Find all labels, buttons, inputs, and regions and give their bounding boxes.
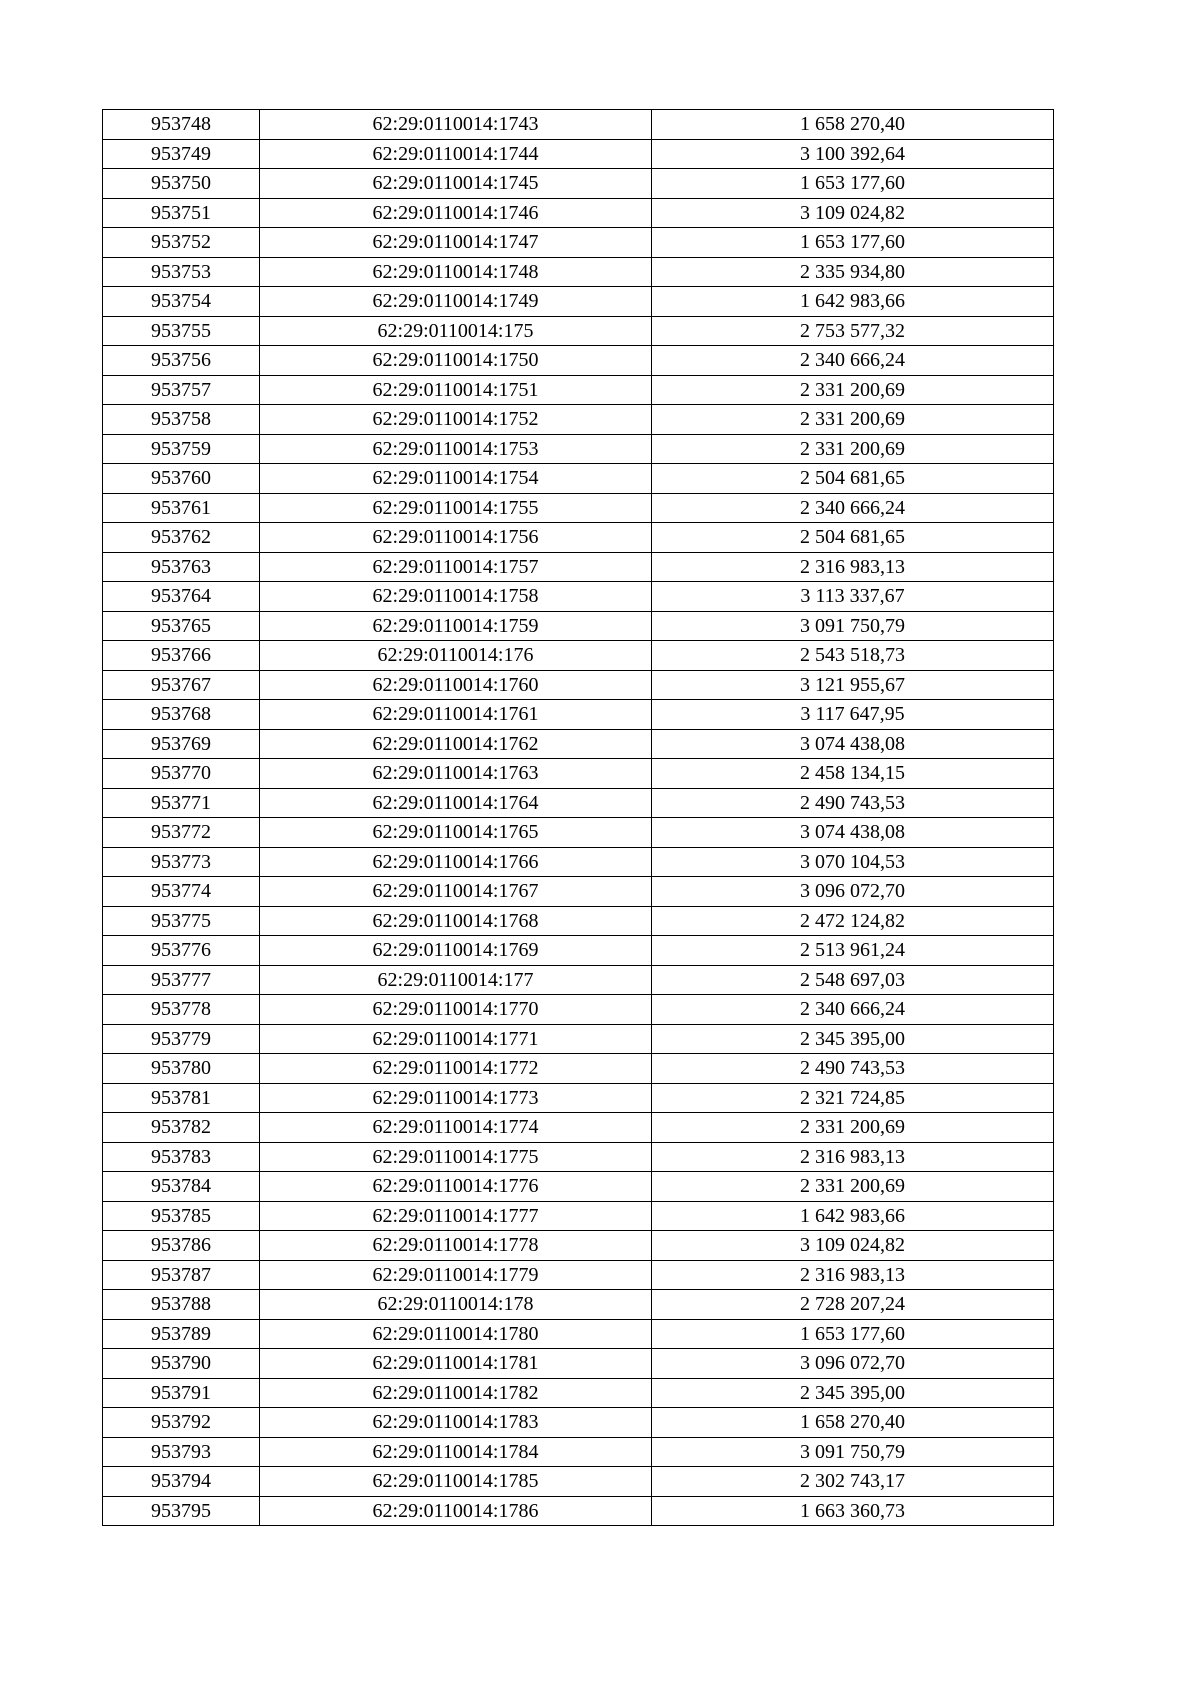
cadastral-number-cell: 62:29:0110014:1752: [260, 405, 652, 435]
table-row: [103, 1201, 1054, 1231]
cadastral-number-cell: 62:29:0110014:1743: [260, 110, 652, 140]
cadastral-value-cell: 3 096 072,70: [652, 877, 1054, 907]
cadastral-value-cell: 2 543 518,73: [652, 641, 1054, 671]
row-number-cell: 953770: [103, 759, 260, 789]
cadastral-value-cell: 3 117 647,95: [652, 700, 1054, 730]
cadastral-value-cell: 2 321 724,85: [652, 1083, 1054, 1113]
cadastral-number-cell: 62:29:0110014:1747: [260, 228, 652, 258]
cadastral-value-cell: 2 316 983,13: [652, 1142, 1054, 1172]
cadastral-value-cell: 1 653 177,60: [652, 228, 1054, 258]
table-row: [103, 1083, 1054, 1113]
row-number-cell: 953778: [103, 995, 260, 1025]
cadastral-value-cell: 2 316 983,13: [652, 1260, 1054, 1290]
cadastral-number-cell: 62:29:0110014:175: [260, 316, 652, 346]
row-number-cell: 953769: [103, 729, 260, 759]
table-row: [103, 1290, 1054, 1320]
row-number-cell: 953754: [103, 287, 260, 317]
cadastral-value-cell: 3 074 438,08: [652, 818, 1054, 848]
row-number-cell: 953789: [103, 1319, 260, 1349]
row-number-cell: 953767: [103, 670, 260, 700]
row-number-cell: 953764: [103, 582, 260, 612]
cadastral-number-cell: 62:29:0110014:1780: [260, 1319, 652, 1349]
row-number-cell: 953750: [103, 169, 260, 199]
cadastral-value-cell: 2 340 666,24: [652, 995, 1054, 1025]
table-row: [103, 1467, 1054, 1497]
cadastral-number-cell: 62:29:0110014:1750: [260, 346, 652, 376]
cadastral-value-cell: 3 109 024,82: [652, 1231, 1054, 1261]
row-number-cell: 953776: [103, 936, 260, 966]
cadastral-number-cell: 62:29:0110014:1774: [260, 1113, 652, 1143]
table-row: [103, 169, 1054, 199]
row-number-cell: 953779: [103, 1024, 260, 1054]
row-number-cell: 953771: [103, 788, 260, 818]
row-number-cell: 953787: [103, 1260, 260, 1290]
cadastral-value-cell: 2 316 983,13: [652, 552, 1054, 582]
cadastral-value-cell: 2 490 743,53: [652, 1054, 1054, 1084]
cadastral-value-cell: 1 663 360,73: [652, 1496, 1054, 1526]
table-row: [103, 1260, 1054, 1290]
row-number-cell: 953794: [103, 1467, 260, 1497]
cadastral-number-cell: 62:29:0110014:1758: [260, 582, 652, 612]
cadastral-number-cell: 62:29:0110014:1765: [260, 818, 652, 848]
cadastral-number-cell: 62:29:0110014:1771: [260, 1024, 652, 1054]
row-number-cell: 953749: [103, 139, 260, 169]
cadastral-value-cell: 3 100 392,64: [652, 139, 1054, 169]
cadastral-number-cell: 62:29:0110014:176: [260, 641, 652, 671]
cadastral-value-cell: 2 340 666,24: [652, 346, 1054, 376]
row-number-cell: 953775: [103, 906, 260, 936]
cadastral-value-cell: 2 331 200,69: [652, 405, 1054, 435]
row-number-cell: 953757: [103, 375, 260, 405]
table-row: [103, 198, 1054, 228]
table-row: [103, 995, 1054, 1025]
cadastral-value-cell: 3 074 438,08: [652, 729, 1054, 759]
cadastral-value-cell: 1 642 983,66: [652, 287, 1054, 317]
row-number-cell: 953760: [103, 464, 260, 494]
row-number-cell: 953780: [103, 1054, 260, 1084]
table-row: [103, 1349, 1054, 1379]
cadastral-value-cell: 2 302 743,17: [652, 1467, 1054, 1497]
cadastral-number-cell: 62:29:0110014:1785: [260, 1467, 652, 1497]
table-row: [103, 434, 1054, 464]
table-row: [103, 611, 1054, 641]
cadastral-number-cell: 62:29:0110014:1784: [260, 1437, 652, 1467]
cadastral-value-cell: 1 658 270,40: [652, 110, 1054, 140]
cadastral-value-cell: 3 096 072,70: [652, 1349, 1054, 1379]
row-number-cell: 953756: [103, 346, 260, 376]
row-number-cell: 953793: [103, 1437, 260, 1467]
table-row: [103, 1113, 1054, 1143]
row-number-cell: 953768: [103, 700, 260, 730]
cadastral-value-cell: 2 753 577,32: [652, 316, 1054, 346]
cadastral-value-cell: 3 091 750,79: [652, 611, 1054, 641]
cadastral-number-cell: 62:29:0110014:1772: [260, 1054, 652, 1084]
cadastral-number-cell: 62:29:0110014:1759: [260, 611, 652, 641]
row-number-cell: 953766: [103, 641, 260, 671]
table-row: [103, 523, 1054, 553]
table-row: [103, 759, 1054, 789]
row-number-cell: 953763: [103, 552, 260, 582]
table-row: [103, 1172, 1054, 1202]
cadastral-value-cell: 2 340 666,24: [652, 493, 1054, 523]
cadastral-number-cell: 62:29:0110014:1761: [260, 700, 652, 730]
cadastral-value-cell: 2 331 200,69: [652, 1172, 1054, 1202]
cadastral-number-cell: 62:29:0110014:1769: [260, 936, 652, 966]
table-row: [103, 139, 1054, 169]
cadastral-value-cell: 3 109 024,82: [652, 198, 1054, 228]
row-number-cell: 953790: [103, 1349, 260, 1379]
cadastral-value-cell: 2 504 681,65: [652, 523, 1054, 553]
cadastral-number-cell: 62:29:0110014:1746: [260, 198, 652, 228]
table-row: [103, 228, 1054, 258]
row-number-cell: 953748: [103, 110, 260, 140]
row-number-cell: 953782: [103, 1113, 260, 1143]
row-number-cell: 953788: [103, 1290, 260, 1320]
cadastral-value-cell: 1 642 983,66: [652, 1201, 1054, 1231]
table-row: [103, 110, 1054, 140]
row-number-cell: 953755: [103, 316, 260, 346]
table-row: [103, 965, 1054, 995]
cadastral-value-cell: 3 121 955,67: [652, 670, 1054, 700]
cadastral-number-cell: 62:29:0110014:1744: [260, 139, 652, 169]
cadastral-number-cell: 62:29:0110014:1770: [260, 995, 652, 1025]
cadastral-value-cell: 1 658 270,40: [652, 1408, 1054, 1438]
cadastral-number-cell: 62:29:0110014:1764: [260, 788, 652, 818]
row-number-cell: 953762: [103, 523, 260, 553]
cadastral-value-cell: 2 345 395,00: [652, 1024, 1054, 1054]
cadastral-number-cell: 62:29:0110014:1783: [260, 1408, 652, 1438]
table-row: [103, 1319, 1054, 1349]
table-row: [103, 788, 1054, 818]
table-row: [103, 1496, 1054, 1526]
cadastral-value-cell: 2 472 124,82: [652, 906, 1054, 936]
cadastral-number-cell: 62:29:0110014:1757: [260, 552, 652, 582]
table-body: [103, 110, 1054, 1526]
table-row: [103, 1231, 1054, 1261]
cadastral-number-cell: 62:29:0110014:1773: [260, 1083, 652, 1113]
cadastral-number-cell: 62:29:0110014:1781: [260, 1349, 652, 1379]
cadastral-value-cell: 2 490 743,53: [652, 788, 1054, 818]
cadastral-number-cell: 62:29:0110014:1782: [260, 1378, 652, 1408]
cadastral-number-cell: 62:29:0110014:1754: [260, 464, 652, 494]
cadastral-number-cell: 62:29:0110014:1763: [260, 759, 652, 789]
cadastral-number-cell: 62:29:0110014:1768: [260, 906, 652, 936]
table-row: [103, 670, 1054, 700]
cadastral-number-cell: 62:29:0110014:1749: [260, 287, 652, 317]
row-number-cell: 953784: [103, 1172, 260, 1202]
table-row: [103, 405, 1054, 435]
cadastral-value-cell: 2 728 207,24: [652, 1290, 1054, 1320]
row-number-cell: 953783: [103, 1142, 260, 1172]
cadastral-value-cell: 3 113 337,67: [652, 582, 1054, 612]
cadastral-value-cell: 1 653 177,60: [652, 169, 1054, 199]
table-row: [103, 316, 1054, 346]
cadastral-number-cell: 62:29:0110014:1762: [260, 729, 652, 759]
cadastral-number-cell: 62:29:0110014:178: [260, 1290, 652, 1320]
row-number-cell: 953785: [103, 1201, 260, 1231]
row-number-cell: 953777: [103, 965, 260, 995]
cadastral-number-cell: 62:29:0110014:1786: [260, 1496, 652, 1526]
row-number-cell: 953786: [103, 1231, 260, 1261]
table-row: [103, 700, 1054, 730]
row-number-cell: 953773: [103, 847, 260, 877]
cadastral-value-cell: 2 548 697,03: [652, 965, 1054, 995]
cadastral-number-cell: 62:29:0110014:1756: [260, 523, 652, 553]
table-row: [103, 641, 1054, 671]
table-row: [103, 1054, 1054, 1084]
table-row: [103, 936, 1054, 966]
table-row: [103, 1024, 1054, 1054]
row-number-cell: 953795: [103, 1496, 260, 1526]
table-row: [103, 729, 1054, 759]
row-number-cell: 953753: [103, 257, 260, 287]
cadastral-value-cell: 2 335 934,80: [652, 257, 1054, 287]
cadastral-number-cell: 62:29:0110014:1760: [260, 670, 652, 700]
row-number-cell: 953765: [103, 611, 260, 641]
cadastral-number-cell: 62:29:0110014:1777: [260, 1201, 652, 1231]
row-number-cell: 953792: [103, 1408, 260, 1438]
table-row: [103, 493, 1054, 523]
cadastral-number-cell: 62:29:0110014:1755: [260, 493, 652, 523]
cadastral-value-cell: 2 458 134,15: [652, 759, 1054, 789]
table-row: [103, 877, 1054, 907]
cadastral-value-cell: 2 504 681,65: [652, 464, 1054, 494]
cadastral-number-cell: 62:29:0110014:177: [260, 965, 652, 995]
table-row: [103, 1408, 1054, 1438]
cadastral-number-cell: 62:29:0110014:1766: [260, 847, 652, 877]
row-number-cell: 953781: [103, 1083, 260, 1113]
row-number-cell: 953758: [103, 405, 260, 435]
cadastral-value-cell: 3 091 750,79: [652, 1437, 1054, 1467]
cadastral-number-cell: 62:29:0110014:1775: [260, 1142, 652, 1172]
cadastral-number-cell: 62:29:0110014:1776: [260, 1172, 652, 1202]
cadastral-value-cell: 3 070 104,53: [652, 847, 1054, 877]
cadastral-value-cell: 2 513 961,24: [652, 936, 1054, 966]
cadastral-number-cell: 62:29:0110014:1753: [260, 434, 652, 464]
cadastral-value-cell: 2 345 395,00: [652, 1378, 1054, 1408]
cadastral-number-cell: 62:29:0110014:1767: [260, 877, 652, 907]
cadastral-value-table: [102, 109, 1054, 1526]
cadastral-number-cell: 62:29:0110014:1748: [260, 257, 652, 287]
row-number-cell: 953772: [103, 818, 260, 848]
cadastral-number-cell: 62:29:0110014:1751: [260, 375, 652, 405]
table-row: [103, 375, 1054, 405]
table-row: [103, 346, 1054, 376]
table-row: [103, 257, 1054, 287]
table-row: [103, 1378, 1054, 1408]
cadastral-value-cell: 2 331 200,69: [652, 434, 1054, 464]
cadastral-value-cell: 2 331 200,69: [652, 1113, 1054, 1143]
cadastral-value-cell: 2 331 200,69: [652, 375, 1054, 405]
table-row: [103, 1437, 1054, 1467]
table-row: [103, 1142, 1054, 1172]
cadastral-number-cell: 62:29:0110014:1779: [260, 1260, 652, 1290]
cadastral-number-cell: 62:29:0110014:1778: [260, 1231, 652, 1261]
table-row: [103, 582, 1054, 612]
row-number-cell: 953751: [103, 198, 260, 228]
table-row: [103, 906, 1054, 936]
table-row: [103, 818, 1054, 848]
cadastral-number-cell: 62:29:0110014:1745: [260, 169, 652, 199]
table-row: [103, 287, 1054, 317]
row-number-cell: 953759: [103, 434, 260, 464]
row-number-cell: 953791: [103, 1378, 260, 1408]
cadastral-value-cell: 1 653 177,60: [652, 1319, 1054, 1349]
row-number-cell: 953752: [103, 228, 260, 258]
table-row: [103, 552, 1054, 582]
row-number-cell: 953761: [103, 493, 260, 523]
table-row: [103, 847, 1054, 877]
row-number-cell: 953774: [103, 877, 260, 907]
table-row: [103, 464, 1054, 494]
